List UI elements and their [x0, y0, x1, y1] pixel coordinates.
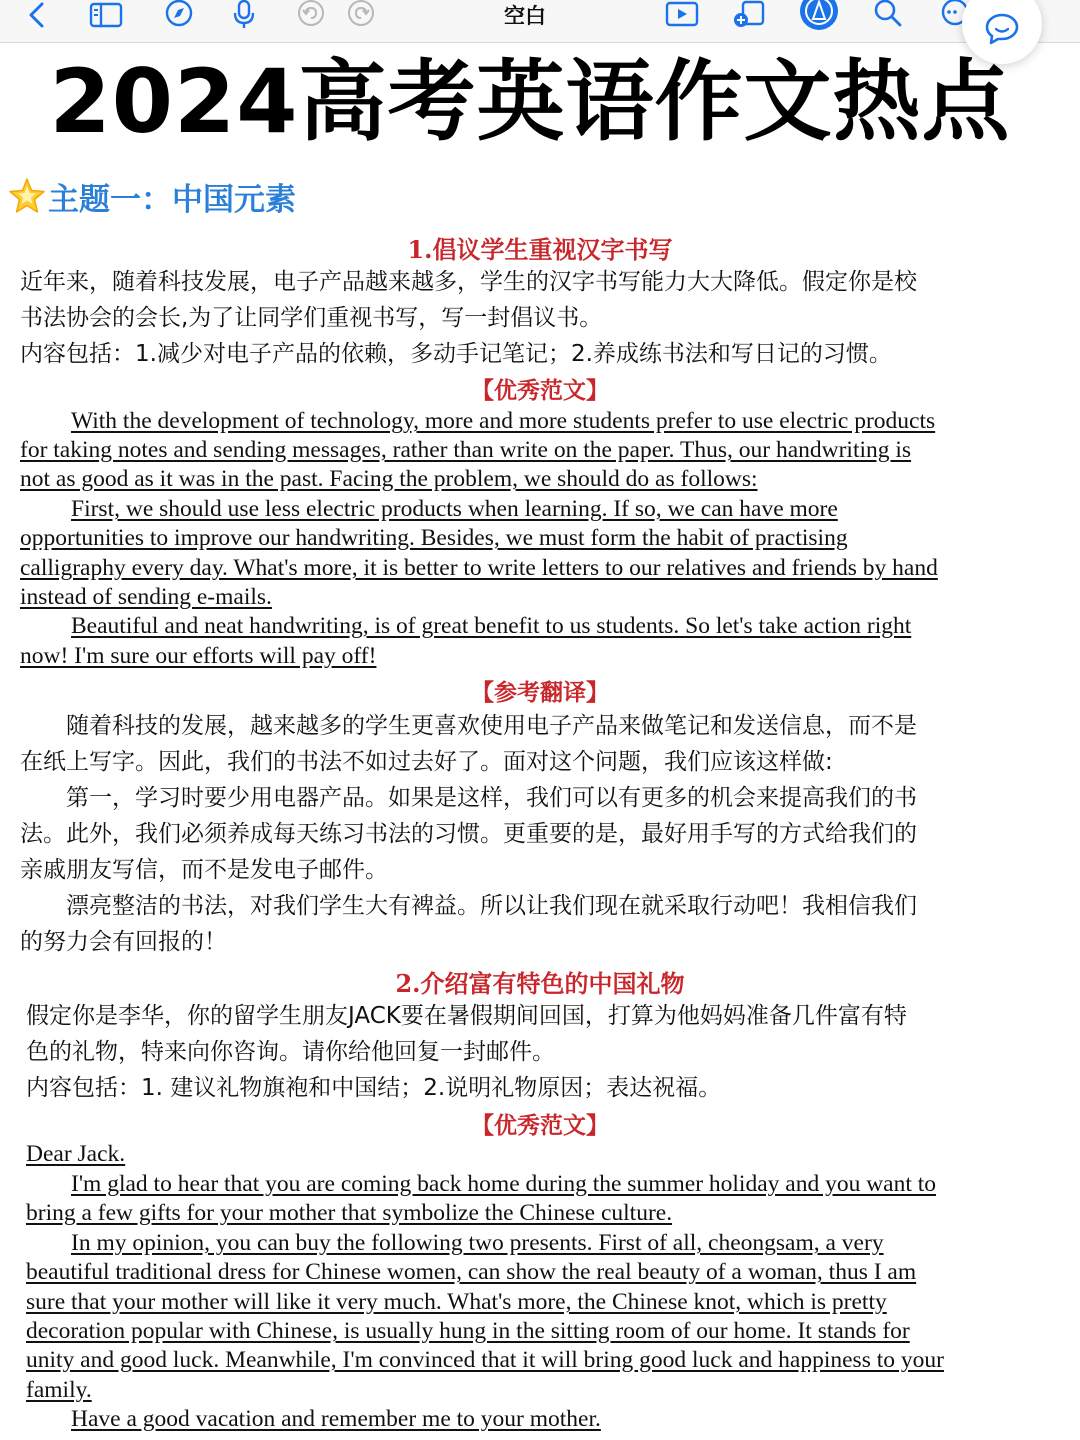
search-icon[interactable] — [872, 0, 904, 30]
section1-essay-line: not as good as it was in the past. Facing the problem, we should do as follows: — [20, 466, 758, 492]
section1-essay-line: opportunities to improve our handwriting. Besides, we must form the habit of practising — [20, 525, 848, 551]
section2-essay-line: sure that your mother will like it very much. What's more, the Chinese knot, which is pretty — [26, 1289, 887, 1315]
section1-translation-line: 随着科技的发展，越来越多的学生更喜欢使用电子产品来做笔记和发送信息，而不是 — [66, 713, 917, 739]
markup-icon[interactable] — [798, 0, 840, 30]
section2-essay-line: family. — [26, 1377, 92, 1403]
redo-icon[interactable] — [344, 0, 378, 30]
section1-essay-line: calligraphy every day. What's more, it is better to write letters to our relatives and friends by hand — [20, 555, 938, 581]
section1-translation-label: 【参考翻译】 — [471, 680, 609, 706]
toolbar — [0, 0, 1080, 43]
comment-icon — [984, 12, 1020, 50]
section1-translation-line: 第一，学习时要少用电器产品。如果是这样，我们可以有更多的机会来提高我们的书 — [66, 785, 917, 811]
section1-essay-line: instead of sending e-mails. — [20, 584, 272, 610]
theme-title: 主题一：中国元素 — [48, 181, 296, 218]
section1-translation-line: 亲戚朋友写信，而不是发电子邮件。 — [20, 857, 388, 883]
section1-essay-line: Beautiful and neat handwriting, is of great benefit to us students. So let's take action right — [71, 613, 912, 639]
microphone-icon[interactable] — [230, 0, 258, 30]
main-title: 2024高考英语作文热点 — [49, 50, 1011, 153]
section1-essay-line: First, we should use less electric products when learning. If so, we can have more — [71, 496, 838, 522]
section2-essay-line: Have a good vacation and remember me to your mother. — [71, 1406, 601, 1432]
section1-translation-line: 在纸上写字。因此，我们的书法不如过去好了。面对这个问题，我们应该这样做: — [20, 749, 833, 775]
section1-prompt-line: 书法协会的会长,为了让同学们重视书写，写一封倡议书。 — [20, 305, 603, 331]
theme-heading — [8, 174, 296, 218]
section1-essay-line: With the development of technology, more and more students prefer to use electric products — [71, 408, 936, 434]
undo-icon[interactable] — [294, 0, 328, 30]
section2-prompt-line: 内容包括：1. 建议礼物旗袍和中国结；2.说明礼物原因；表达祝福。 — [26, 1075, 722, 1101]
section2-prompt-line: 假定你是李华，你的留学生朋友JACK要在暑假期间回国，打算为他妈妈准备几件富有特 — [26, 1003, 907, 1029]
back-icon[interactable] — [22, 0, 52, 30]
section2-prompt-line: 色的礼物，特来向你咨询。请你给他回复一封邮件。 — [26, 1039, 555, 1065]
section1-translation-line: 的努力会有回报的！ — [20, 929, 227, 955]
section1-translation-line: 漂亮整洁的书法，对我们学生大有裨益。所以让我们现在就采取行动吧！我相信我们 — [66, 893, 917, 919]
add-media-icon[interactable] — [732, 0, 768, 30]
section2-essay-line: Dear Jack. — [26, 1141, 126, 1167]
section1-prompt-line: 近年来，随着科技发展，电子产品越来越多，学生的汉字书写能力大大降低。假定你是校 — [20, 269, 917, 295]
section1-essay-line: now! I'm sure our efforts will pay off! — [20, 643, 377, 669]
section1-translation-line: 法。此外，我们必须养成每天练习书法的习惯。更重要的是，最好用手写的方式给我们的 — [20, 821, 917, 847]
section2-essay-label: 【优秀范文】 — [471, 1113, 609, 1139]
section2-essay-line: In my opinion, you can buy the following two presents. First of all, cheongsam, a very — [71, 1230, 884, 1256]
section2-title: 2.介绍富有特色的中国礼物 — [395, 969, 685, 998]
star-icon — [8, 177, 46, 215]
present-icon[interactable] — [664, 0, 700, 30]
section1-essay-label: 【优秀范文】 — [471, 378, 609, 404]
section1-title: 1.倡议学生重视汉字书写 — [407, 235, 673, 264]
document-title[interactable]: 空白 — [504, 4, 546, 28]
section2-essay-line: bring a few gifts for your mother that symbolize the Chinese culture. — [26, 1200, 673, 1226]
section2-essay-line: beautiful traditional dress for Chinese women, can show the real beauty of a woman, thus I am — [26, 1259, 917, 1285]
compass-icon[interactable] — [162, 0, 196, 30]
section1-prompt-line: 内容包括：1.减少对电子产品的依赖，多动手记笔记；2.养成练书法和写日记的习惯。 — [20, 341, 892, 367]
section2-essay-line: decoration popular with Chinese, is usually hung in the sitting room of our home. It stands for — [26, 1318, 910, 1344]
sidebar-icon[interactable] — [88, 0, 124, 30]
section1-essay-line: for taking notes and sending messages, rather than write on the paper. Thus, our handwriting is — [20, 437, 912, 463]
section2-essay-line: I'm glad to hear that you are coming back home during the summer holiday and you want to — [71, 1171, 937, 1197]
section2-essay-line: unity and good luck. Meanwhile, I'm convinced that it will bring good luck and happiness to your — [26, 1347, 944, 1373]
